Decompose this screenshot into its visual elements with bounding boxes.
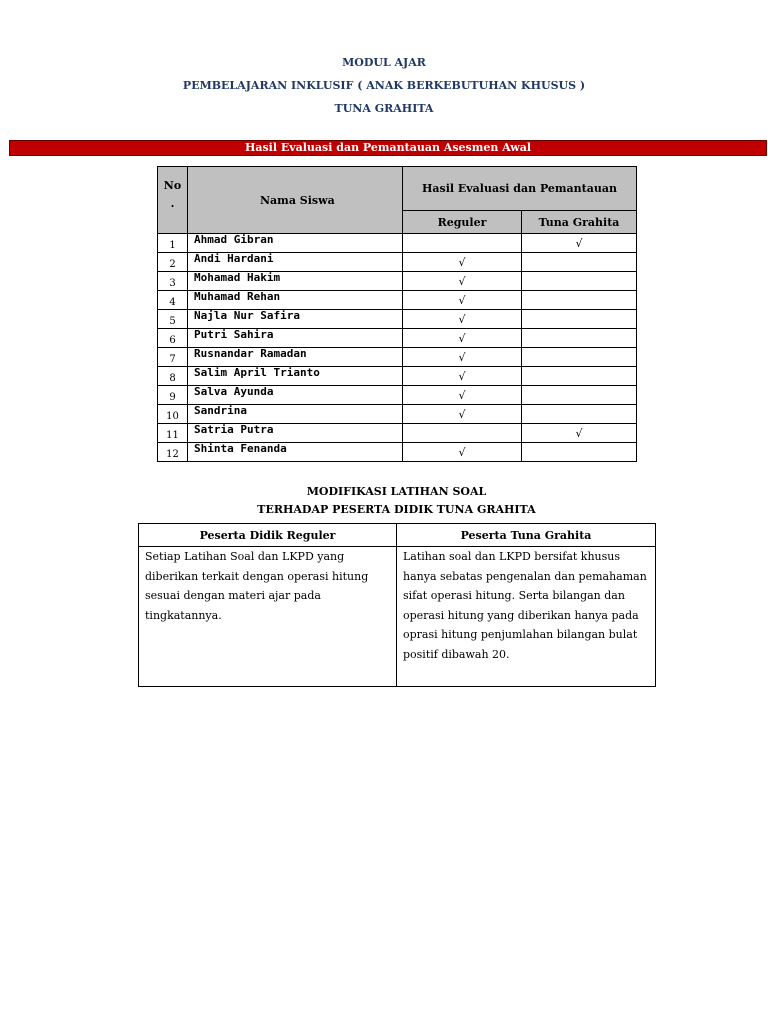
section-band-title: Hasil Evaluasi dan Pemantauan Asesmen Awal [9, 140, 767, 156]
reguler-check [403, 424, 522, 443]
tuna-grahita-check [522, 386, 637, 405]
module-title: MODUL AJAR [342, 56, 426, 69]
student-name: Putri Sahira [188, 329, 403, 348]
reguler-check [403, 234, 522, 253]
col-header-eval: Hasil Evaluasi dan Pemantauan [403, 167, 637, 211]
col-header-reguler: Reguler [403, 211, 522, 234]
row-number: 10 [158, 405, 188, 424]
col-header-no [158, 167, 188, 234]
tuna-grahita-check [522, 253, 637, 272]
tuna-grahita-check [522, 329, 637, 348]
modif-subtitle: TERHADAP PESERTA DIDIK TUNA GRAHITA [257, 503, 536, 516]
row-number: 2 [158, 253, 188, 272]
row-number: 7 [158, 348, 188, 367]
table-row [158, 272, 637, 291]
tuna-grahita-check: √ [522, 424, 637, 443]
row-number: 12 [158, 443, 188, 462]
row-number: 8 [158, 367, 188, 386]
reguler-description: Setiap Latihan Soal dan LKPD yang diberikan terkait dengan operasi hitung sesuai dengan materi ajar pada tingkatannya. [139, 547, 397, 687]
col-header-no-dot: . [170, 197, 175, 210]
table-row [158, 253, 637, 272]
module-subtitle: PEMBELAJARAN INKLUSIF ( ANAK BERKEBUTUHAN KHUSUS ) [182, 79, 586, 92]
reguler-check: √ [403, 443, 522, 462]
evaluation-table [157, 166, 637, 462]
tuna-grahita-check [522, 310, 637, 329]
reguler-check: √ [403, 329, 522, 348]
col-header-tuna-grahita: Tuna Grahita [522, 211, 637, 234]
table-row [158, 386, 637, 405]
tuna-grahita-check [522, 367, 637, 386]
table-row [158, 329, 637, 348]
student-name: Muhamad Rehan [188, 291, 403, 310]
table-row [158, 291, 637, 310]
row-number: 1 [158, 234, 188, 253]
student-name: Rusnandar Ramadan [188, 348, 403, 367]
student-name: Salim April Trianto [188, 367, 403, 386]
row-number: 5 [158, 310, 188, 329]
modif-title: MODIFIKASI LATIHAN SOAL [306, 485, 487, 498]
module-topic: TUNA GRAHITA [334, 102, 434, 115]
tuna-grahita-description: Latihan soal dan LKPD bersifat khusus hanya sebatas pengenalan dan pemahaman sifat operasi hitung. Serta bilangan dan operasi hitung yang diberikan hanya pada oprasi hitung penjumlahan bilangan bulat positif dibawah 20. [397, 547, 656, 687]
table-row [158, 348, 637, 367]
tuna-grahita-check [522, 272, 637, 291]
table-row [158, 443, 637, 462]
reguler-check: √ [403, 291, 522, 310]
table-row [158, 405, 637, 424]
tuna-grahita-check: √ [522, 234, 637, 253]
document-header [0, 56, 768, 125]
row-number: 3 [158, 272, 188, 291]
reguler-check: √ [403, 253, 522, 272]
col-header-tuna-grahita-students: Peserta Tuna Grahita [397, 524, 656, 547]
tuna-grahita-check [522, 443, 637, 462]
reguler-check: √ [403, 367, 522, 386]
tuna-grahita-check [522, 291, 637, 310]
table-row [158, 367, 637, 386]
student-name: Salva Ayunda [188, 386, 403, 405]
table-row [158, 424, 637, 443]
tuna-grahita-check [522, 348, 637, 367]
table-row [158, 310, 637, 329]
student-name: Mohamad Hakim [188, 272, 403, 291]
student-name: Ahmad Gibran [188, 234, 403, 253]
student-name: Sandrina [188, 405, 403, 424]
table-row [158, 234, 637, 253]
row-number: 6 [158, 329, 188, 348]
col-header-name: Nama Siswa [188, 167, 403, 234]
row-number: 9 [158, 386, 188, 405]
tuna-grahita-check [522, 405, 637, 424]
student-name: Najla Nur Safira [188, 310, 403, 329]
student-name: Shinta Fenanda [188, 443, 403, 462]
student-name: Satria Putra [188, 424, 403, 443]
student-name: Andi Hardani [188, 253, 403, 272]
reguler-check: √ [403, 272, 522, 291]
row-number: 4 [158, 291, 188, 310]
row-number: 11 [158, 424, 188, 443]
reguler-check: √ [403, 386, 522, 405]
reguler-check: √ [403, 405, 522, 424]
reguler-check: √ [403, 348, 522, 367]
col-header-reguler-students: Peserta Didik Reguler [139, 524, 397, 547]
modification-table [138, 523, 656, 687]
reguler-check: √ [403, 310, 522, 329]
col-header-no-text: No [163, 179, 182, 192]
